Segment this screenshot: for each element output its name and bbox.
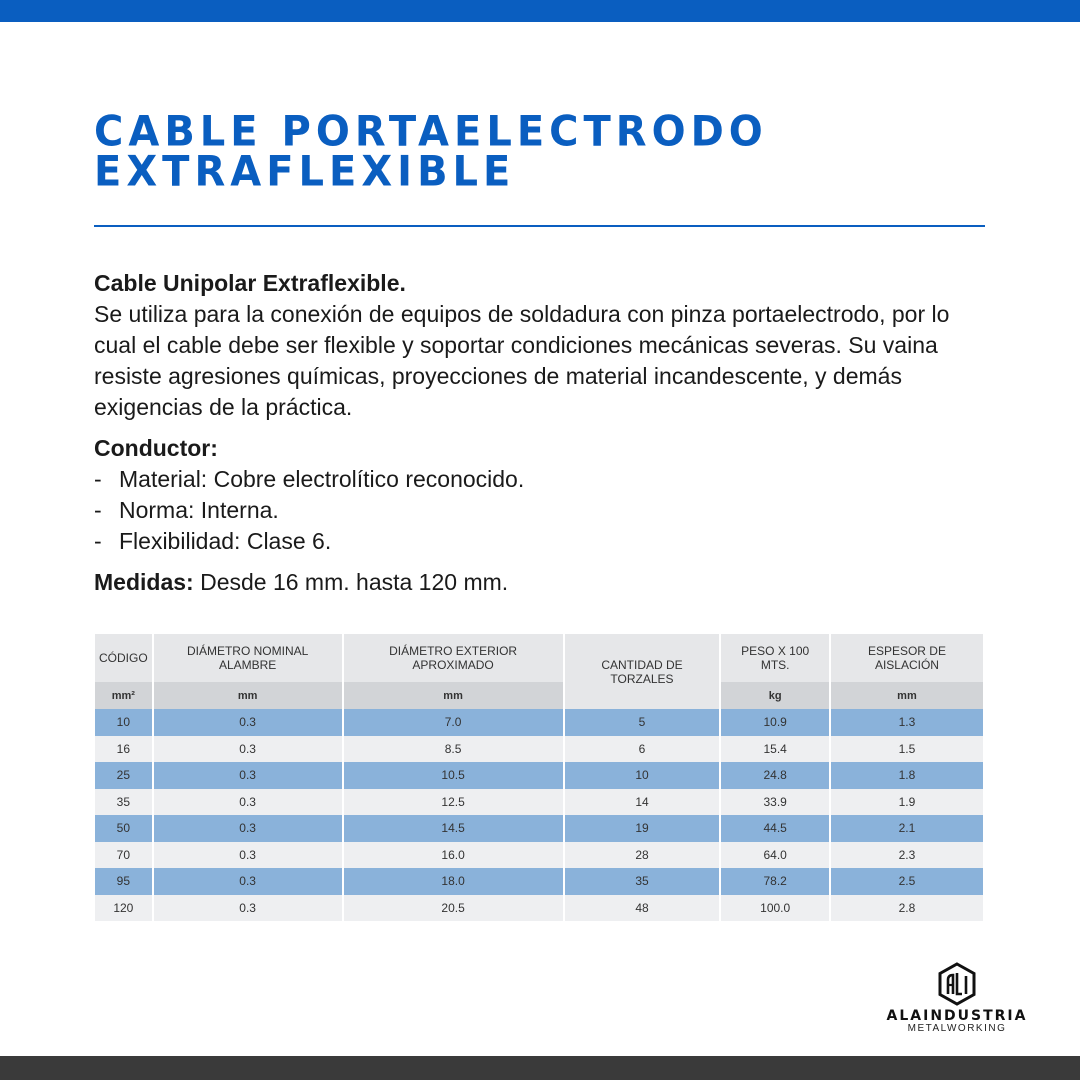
brand-tagline: METALWORKING xyxy=(907,1023,1007,1034)
brand-logo xyxy=(868,962,1046,1034)
cell-diametro-exterior: 20.5 xyxy=(344,895,563,922)
cell-torzales: 48 xyxy=(565,895,720,922)
cell-codigo: 95 xyxy=(95,868,152,895)
table-row xyxy=(95,815,983,842)
cell-espesor: 2.5 xyxy=(831,868,983,895)
cell-codigo: 35 xyxy=(95,789,152,816)
unit-diametro-exterior: mm xyxy=(344,682,563,709)
table-row xyxy=(95,842,983,869)
unit-diametro-nominal: mm xyxy=(154,682,342,709)
title-divider xyxy=(94,225,985,227)
spec-table xyxy=(93,634,985,921)
cell-diametro-exterior: 10.5 xyxy=(344,762,563,789)
cell-codigo: 50 xyxy=(95,815,152,842)
cell-diametro-nominal: 0.3 xyxy=(154,895,342,922)
table-unit-row xyxy=(95,682,983,709)
unit-espesor: mm xyxy=(831,682,983,709)
brand-mark-icon xyxy=(937,962,977,1006)
table-row xyxy=(95,789,983,816)
measures-value: Desde 16 mm. hasta 120 mm. xyxy=(200,569,509,595)
cell-peso: 100.0 xyxy=(721,895,828,922)
header-torzales: CANTIDAD DE TORZALES xyxy=(565,634,720,709)
cell-peso: 44.5 xyxy=(721,815,828,842)
cell-diametro-exterior: 7.0 xyxy=(344,709,563,736)
title-line-2: EXTRAFLEXIBLE xyxy=(94,147,516,196)
table-body xyxy=(95,709,983,921)
cell-torzales: 10 xyxy=(565,762,720,789)
cell-diametro-exterior: 18.0 xyxy=(344,868,563,895)
cell-torzales: 35 xyxy=(565,868,720,895)
cell-peso: 10.9 xyxy=(721,709,828,736)
header-codigo: CÓDIGO xyxy=(95,634,152,682)
cell-diametro-nominal: 0.3 xyxy=(154,709,342,736)
intro-paragraph xyxy=(94,268,994,423)
cell-codigo: 25 xyxy=(95,762,152,789)
list-item: - Norma: Interna. xyxy=(94,497,279,523)
table-header-row xyxy=(95,634,983,682)
cell-diametro-exterior: 12.5 xyxy=(344,789,563,816)
header-peso: PESO X 100 MTS. xyxy=(721,634,828,682)
conductor-section xyxy=(94,433,994,557)
page-title xyxy=(94,107,994,196)
cell-espesor: 2.3 xyxy=(831,842,983,869)
cell-diametro-exterior: 14.5 xyxy=(344,815,563,842)
cell-espesor: 1.5 xyxy=(831,736,983,763)
cell-torzales: 19 xyxy=(565,815,720,842)
header-diametro-nominal: DIÁMETRO NOMINAL ALAMBRE xyxy=(154,634,342,682)
header-espesor: ESPESOR DE AISLACIÓN xyxy=(831,634,983,682)
title-line-1: CABLE PORTAELECTRODO xyxy=(94,107,768,157)
cell-codigo: 10 xyxy=(95,709,152,736)
table-row xyxy=(95,709,983,736)
measures-label: Medidas: xyxy=(94,569,194,595)
cell-codigo: 70 xyxy=(95,842,152,869)
cell-torzales: 5 xyxy=(565,709,720,736)
header-diametro-exterior: DIÁMETRO EXTERIOR APROXIMADO xyxy=(344,634,563,682)
cell-peso: 78.2 xyxy=(721,868,828,895)
cell-torzales: 6 xyxy=(565,736,720,763)
top-accent-bar xyxy=(0,0,1080,22)
cell-espesor: 1.9 xyxy=(831,789,983,816)
table-row xyxy=(95,736,983,763)
cell-diametro-nominal: 0.3 xyxy=(154,868,342,895)
cell-diametro-exterior: 16.0 xyxy=(344,842,563,869)
cell-espesor: 2.8 xyxy=(831,895,983,922)
table-row xyxy=(95,762,983,789)
cell-codigo: 120 xyxy=(95,895,152,922)
cell-diametro-nominal: 0.3 xyxy=(154,762,342,789)
conductor-heading: Conductor: xyxy=(94,435,218,461)
brand-name: ALAINDUSTRIA xyxy=(886,1008,1028,1024)
cell-peso: 33.9 xyxy=(721,789,828,816)
cell-codigo: 16 xyxy=(95,736,152,763)
description-block xyxy=(94,268,994,598)
cell-peso: 64.0 xyxy=(721,842,828,869)
intro-heading: Cable Unipolar Extraflexible. xyxy=(94,270,406,296)
unit-peso: kg xyxy=(721,682,828,709)
measures-line xyxy=(94,567,994,598)
cell-peso: 15.4 xyxy=(721,736,828,763)
unit-codigo: mm² xyxy=(95,682,152,709)
table-row xyxy=(95,868,983,895)
cell-espesor: 1.3 xyxy=(831,709,983,736)
cell-espesor: 1.8 xyxy=(831,762,983,789)
cell-torzales: 14 xyxy=(565,789,720,816)
cell-torzales: 28 xyxy=(565,842,720,869)
table-row xyxy=(95,895,983,922)
cell-diametro-nominal: 0.3 xyxy=(154,789,342,816)
list-item: - Flexibilidad: Clase 6. xyxy=(94,528,332,554)
cell-diametro-nominal: 0.3 xyxy=(154,736,342,763)
bottom-accent-bar xyxy=(0,1056,1080,1080)
list-item: - Material: Cobre electrolítico reconocido. xyxy=(94,466,525,492)
intro-text: Se utiliza para la conexión de equipos de soldadura con pinza portaelectrodo, por lo cual el cable debe ser flexible y soportar condiciones mecánicas severas. Su vaina resiste agresiones químicas, proyecciones de material incandescente, y demás exigencias de la práctica. xyxy=(94,301,950,420)
cell-diametro-exterior: 8.5 xyxy=(344,736,563,763)
cell-diametro-nominal: 0.3 xyxy=(154,815,342,842)
cell-diametro-nominal: 0.3 xyxy=(154,842,342,869)
cell-espesor: 2.1 xyxy=(831,815,983,842)
cell-peso: 24.8 xyxy=(721,762,828,789)
